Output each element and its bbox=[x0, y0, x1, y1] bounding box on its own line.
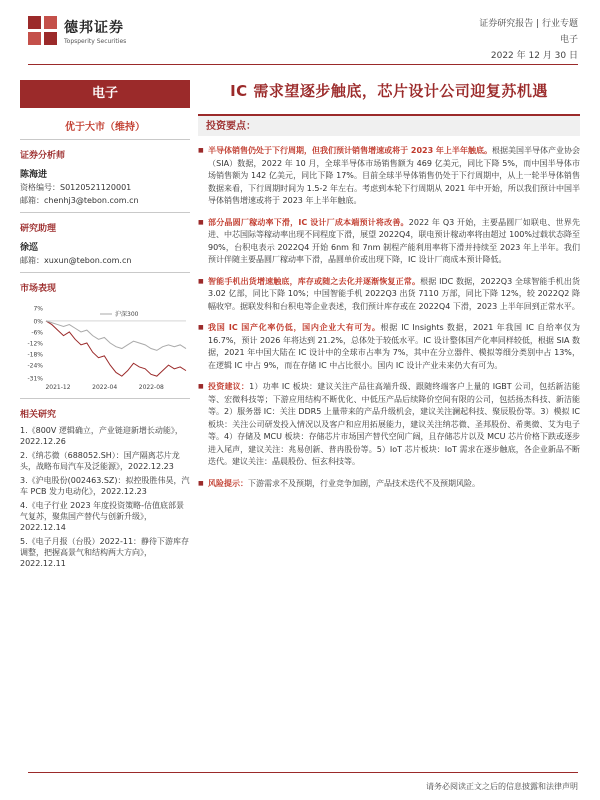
related-research-list bbox=[20, 425, 190, 569]
key-point-head: 半导体销售仍处于下行周期，但我们预计销售增速或将于 2023 年上半年触底。 bbox=[208, 146, 492, 155]
logo-name-cn: 德邦证券 bbox=[64, 20, 124, 36]
performance-line-chart bbox=[20, 302, 190, 392]
key-points-label: 投资要点： bbox=[198, 114, 580, 136]
key-point-body: 2022 年 Q3 开始，主要晶圆厂如联电、世界先进、中芯国际等稼动率出现不同程度下滑，展望 2022Q4，联电预计稼动率将由超过 100%过载状态降至 90%，台积电表示 2022Q4 开始 6nm 和 7nm 制程产能利用率将下滑并持续至 2023 年上半年。我们预计伴随主要晶圆厂稼动率下滑，晶圆单价或出现下降，IC 设计厂商成本预计降低。 bbox=[208, 217, 580, 264]
key-point-body: 根据 IDC 数据，2022Q3 全球智能手机出货 3.02 亿部，同比下降 10%；中国智能手机 2022Q3 出货 7110 万部，同比下降 12%，较 2022Q2 降幅收窄。据联发科和台积电等企业表述，我们预计库存或在 2022Q4 下滑，2023 上半年回到正常水平。 bbox=[208, 276, 581, 311]
x-tick-label: 2022-04 bbox=[92, 384, 118, 391]
header-divider bbox=[28, 64, 578, 65]
series-line-csi300 bbox=[46, 321, 186, 350]
y-tick-label: -6% bbox=[31, 329, 43, 337]
y-tick-label: -18% bbox=[27, 351, 43, 359]
key-point bbox=[198, 322, 580, 372]
logo-mark-icon bbox=[28, 16, 58, 46]
report-date: 2022 年 12 月 30 日 bbox=[490, 51, 578, 61]
related-item[interactable]: 5.《电子月报（台股）2022-11：静待下游库存调整，把握高景气和结构两大方向》，2022.12.11 bbox=[20, 537, 190, 568]
related-item[interactable]: 3.《沪电股份(002463.SZ)：拟控股胜伟昊，汽车 PCB 发力电动化》，2022.12.23 bbox=[20, 476, 190, 496]
sidebar bbox=[20, 80, 190, 569]
key-point-head: 智能手机出货增速触底，库存或随之去化并逐渐恢复正常。 bbox=[208, 276, 421, 286]
report-type: 证券研究报告 | 行业专题 bbox=[479, 19, 578, 29]
header-industry: 电子 bbox=[559, 35, 578, 45]
logo-name-en: Topsperity Securities bbox=[64, 38, 127, 45]
legend-label: 沪深300 bbox=[115, 311, 139, 318]
company-logo bbox=[28, 16, 126, 46]
related-item[interactable]: 1.《800V 逻辑确立，产业链迎新增长动能》，2022.12.26 bbox=[20, 426, 183, 446]
divider bbox=[20, 272, 190, 273]
y-tick-label: -31% bbox=[27, 375, 43, 383]
key-point bbox=[198, 478, 580, 491]
key-point-body: 根据美国半导体产业协会（SIA）数据，2022 年 10 月，全球半导体市场销售额为 469 亿美元，同比下降 5%，而中国半导体市场销售额为 142 亿美元，同比下降 17%。目前全球半导体销售仍处于下行周期中，从上一轮半导体销售数据来看，下行周期时间为 1.5-2 年左右。考虑到本轮下行周期从 2021 年中开始，所以我们预计中国半导体销售增速或将于 2023 年上半年触底。 bbox=[208, 146, 580, 205]
x-tick-label: 2021-12 bbox=[45, 384, 71, 391]
related-item[interactable]: 4.《电子行业 2023 年度投资策略-估值底部景气复苏，聚焦国产替代与创新升级》，2022.12.14 bbox=[20, 501, 184, 532]
y-tick-label: 0% bbox=[33, 318, 43, 326]
analyst-license: 资格编号：S0120521120001 bbox=[20, 183, 132, 192]
disclaimer: 请务必阅读正文之后的信息披露和法律声明 bbox=[426, 782, 578, 791]
key-point-head: 风险提示： bbox=[208, 478, 248, 488]
key-point-body: 下游需求不及预期，行业竞争加剧，产品技术迭代不及预期风险。 bbox=[248, 478, 480, 488]
divider bbox=[20, 139, 190, 140]
rating: 优于大市（维持） bbox=[65, 122, 145, 133]
key-point bbox=[198, 145, 580, 208]
key-point bbox=[198, 276, 580, 314]
y-tick-label: -24% bbox=[27, 362, 43, 370]
divider bbox=[20, 398, 190, 399]
key-point-head: 投资建议： bbox=[208, 382, 250, 391]
key-point-body: 1）功率 IC 板块：建议关注产品往高端升级、跟随终端客户上量的 IGBT 公司，包括新洁能等、宏微科技等；下游应用结构不断优化、中低压产品后续降价空间有限的公司，包括扬杰科技、新洁能等。2）服务器 IC：关注 DDR5 上量带来的产品升级机会，建议关注澜起科技、聚辰股份等。3）模拟 IC 板块：关注公司研发投入情况以及客户和应用拓展能力，建议关注纳芯微、圣邦股份、希奥微、艾为电子等。4）存储及 MCU 板块：存储芯片市场国产替代空间广阔，且存储芯片以及 MCU 芯片价格下跌或逐步进入尾声，建议关注：兆易创新、普冉股份等。5）IoT 芯片板块：IoT 需求在逐步触底，各企业新品不断迭代。建议关注：晶晨股份、恒玄科技等。 bbox=[208, 382, 581, 466]
divider bbox=[20, 212, 190, 213]
report-header bbox=[28, 14, 578, 72]
industry-label: 电子 bbox=[20, 80, 190, 108]
page-title: IC 需求望逐步触底，芯片设计公司迎复苏机遇 bbox=[230, 82, 548, 100]
key-point-head: 部分晶圆厂稼动率下滑，IC 设计厂成本端预计将改善。 bbox=[208, 217, 409, 227]
analyst-email: 邮箱：chenhj3@tebon.com.cn bbox=[20, 196, 139, 205]
related-section-title: 相关研究 bbox=[20, 410, 57, 420]
key-point bbox=[198, 381, 580, 469]
analyst-name: 陈海进 bbox=[20, 170, 48, 180]
key-point bbox=[198, 217, 580, 267]
market-performance-chart bbox=[20, 302, 190, 392]
assistant-name: 徐巡 bbox=[20, 243, 39, 253]
main-content bbox=[198, 80, 580, 490]
key-point-body: 根据 IC Insights 数据，2021 年我国 IC 自给率仅为 16.7%，预计 2026 年将达到 21.2%，总体处于较低水平。IC 设计整体国产化率同样较低，根据 SIA 数据，2021 年中国大陆在 IC 设计中的全球市占率为 7%，其中在分立器件、模拟等细分类别中占 13%，在逻辑 IC 中占 9%，而在存储 IC 中占比很小。国内 IC 设计产业未来仍大有可为。 bbox=[208, 323, 581, 370]
y-tick-label: -12% bbox=[27, 340, 43, 348]
series-line-industry bbox=[46, 321, 186, 376]
key-point-head: 我国 IC 国产化率仍低，国内企业大有可为。 bbox=[208, 323, 381, 332]
x-tick-label: 2022-08 bbox=[138, 384, 164, 391]
y-tick-label: 7% bbox=[33, 305, 43, 313]
footer bbox=[28, 772, 578, 791]
assistant-section-title: 研究助理 bbox=[20, 224, 57, 234]
analyst-section-title: 证券分析师 bbox=[20, 151, 66, 161]
market-section-title: 市场表现 bbox=[20, 284, 57, 294]
assistant-email: 邮箱：xuxun@tebon.com.cn bbox=[20, 256, 132, 265]
related-item[interactable]: 2.《纳芯微（688052.SH）：国产隔离芯片龙头，战略布局汽车及泛能源》，2022.12.23 bbox=[20, 451, 180, 471]
